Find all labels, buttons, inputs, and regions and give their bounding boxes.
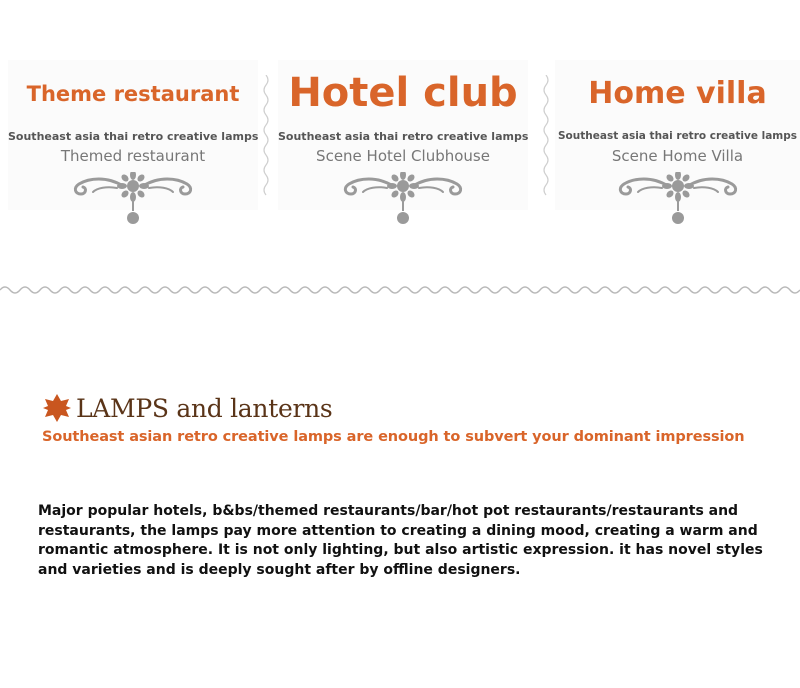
card-title: Hotel club [288, 70, 518, 116]
card-title: Home villa [588, 76, 767, 111]
flourish-ornament-icon [612, 172, 744, 228]
card-subtitle: Southeast asia thai retro creative lamps [558, 130, 797, 142]
card-subtitle: Southeast asia thai retro creative lamps [278, 130, 529, 143]
card-home-villa [555, 60, 800, 210]
vertical-lace-divider [261, 75, 271, 200]
card-caption: Scene Home Villa [611, 147, 744, 165]
flourish-ornament-icon [337, 172, 469, 228]
octagon-badge-icon [42, 393, 72, 423]
flourish-ornament-icon [67, 172, 199, 228]
section-title: LAMPS and lanterns [76, 393, 333, 423]
card-title: Theme restaurant [26, 82, 240, 106]
card-caption: Themed restaurant [60, 147, 206, 165]
body-paragraph: Major popular hotels, b&bs/themed restaurants/bar/hot pot restaurants/restaurants and restaurants, the lamps pay more attention to creating a dining mood, creating a warm and romantic atmosphere. It is not only lighting, but also artistic expression. it has novel styles and varieties and is deeply sought after by offline designers. [38, 503, 763, 578]
card-hotel-club [278, 60, 528, 210]
card-theme-restaurant [8, 60, 258, 210]
card-subtitle: Southeast asia thai retro creative lamps [8, 130, 259, 143]
section-tagline: Southeast asian retro creative lamps are enough to subvert your dominant impression [42, 429, 745, 445]
horizontal-lace-divider [0, 282, 800, 298]
vertical-lace-divider [541, 75, 551, 200]
section-heading [42, 390, 332, 426]
card-caption: Scene Hotel Clubhouse [316, 147, 490, 165]
